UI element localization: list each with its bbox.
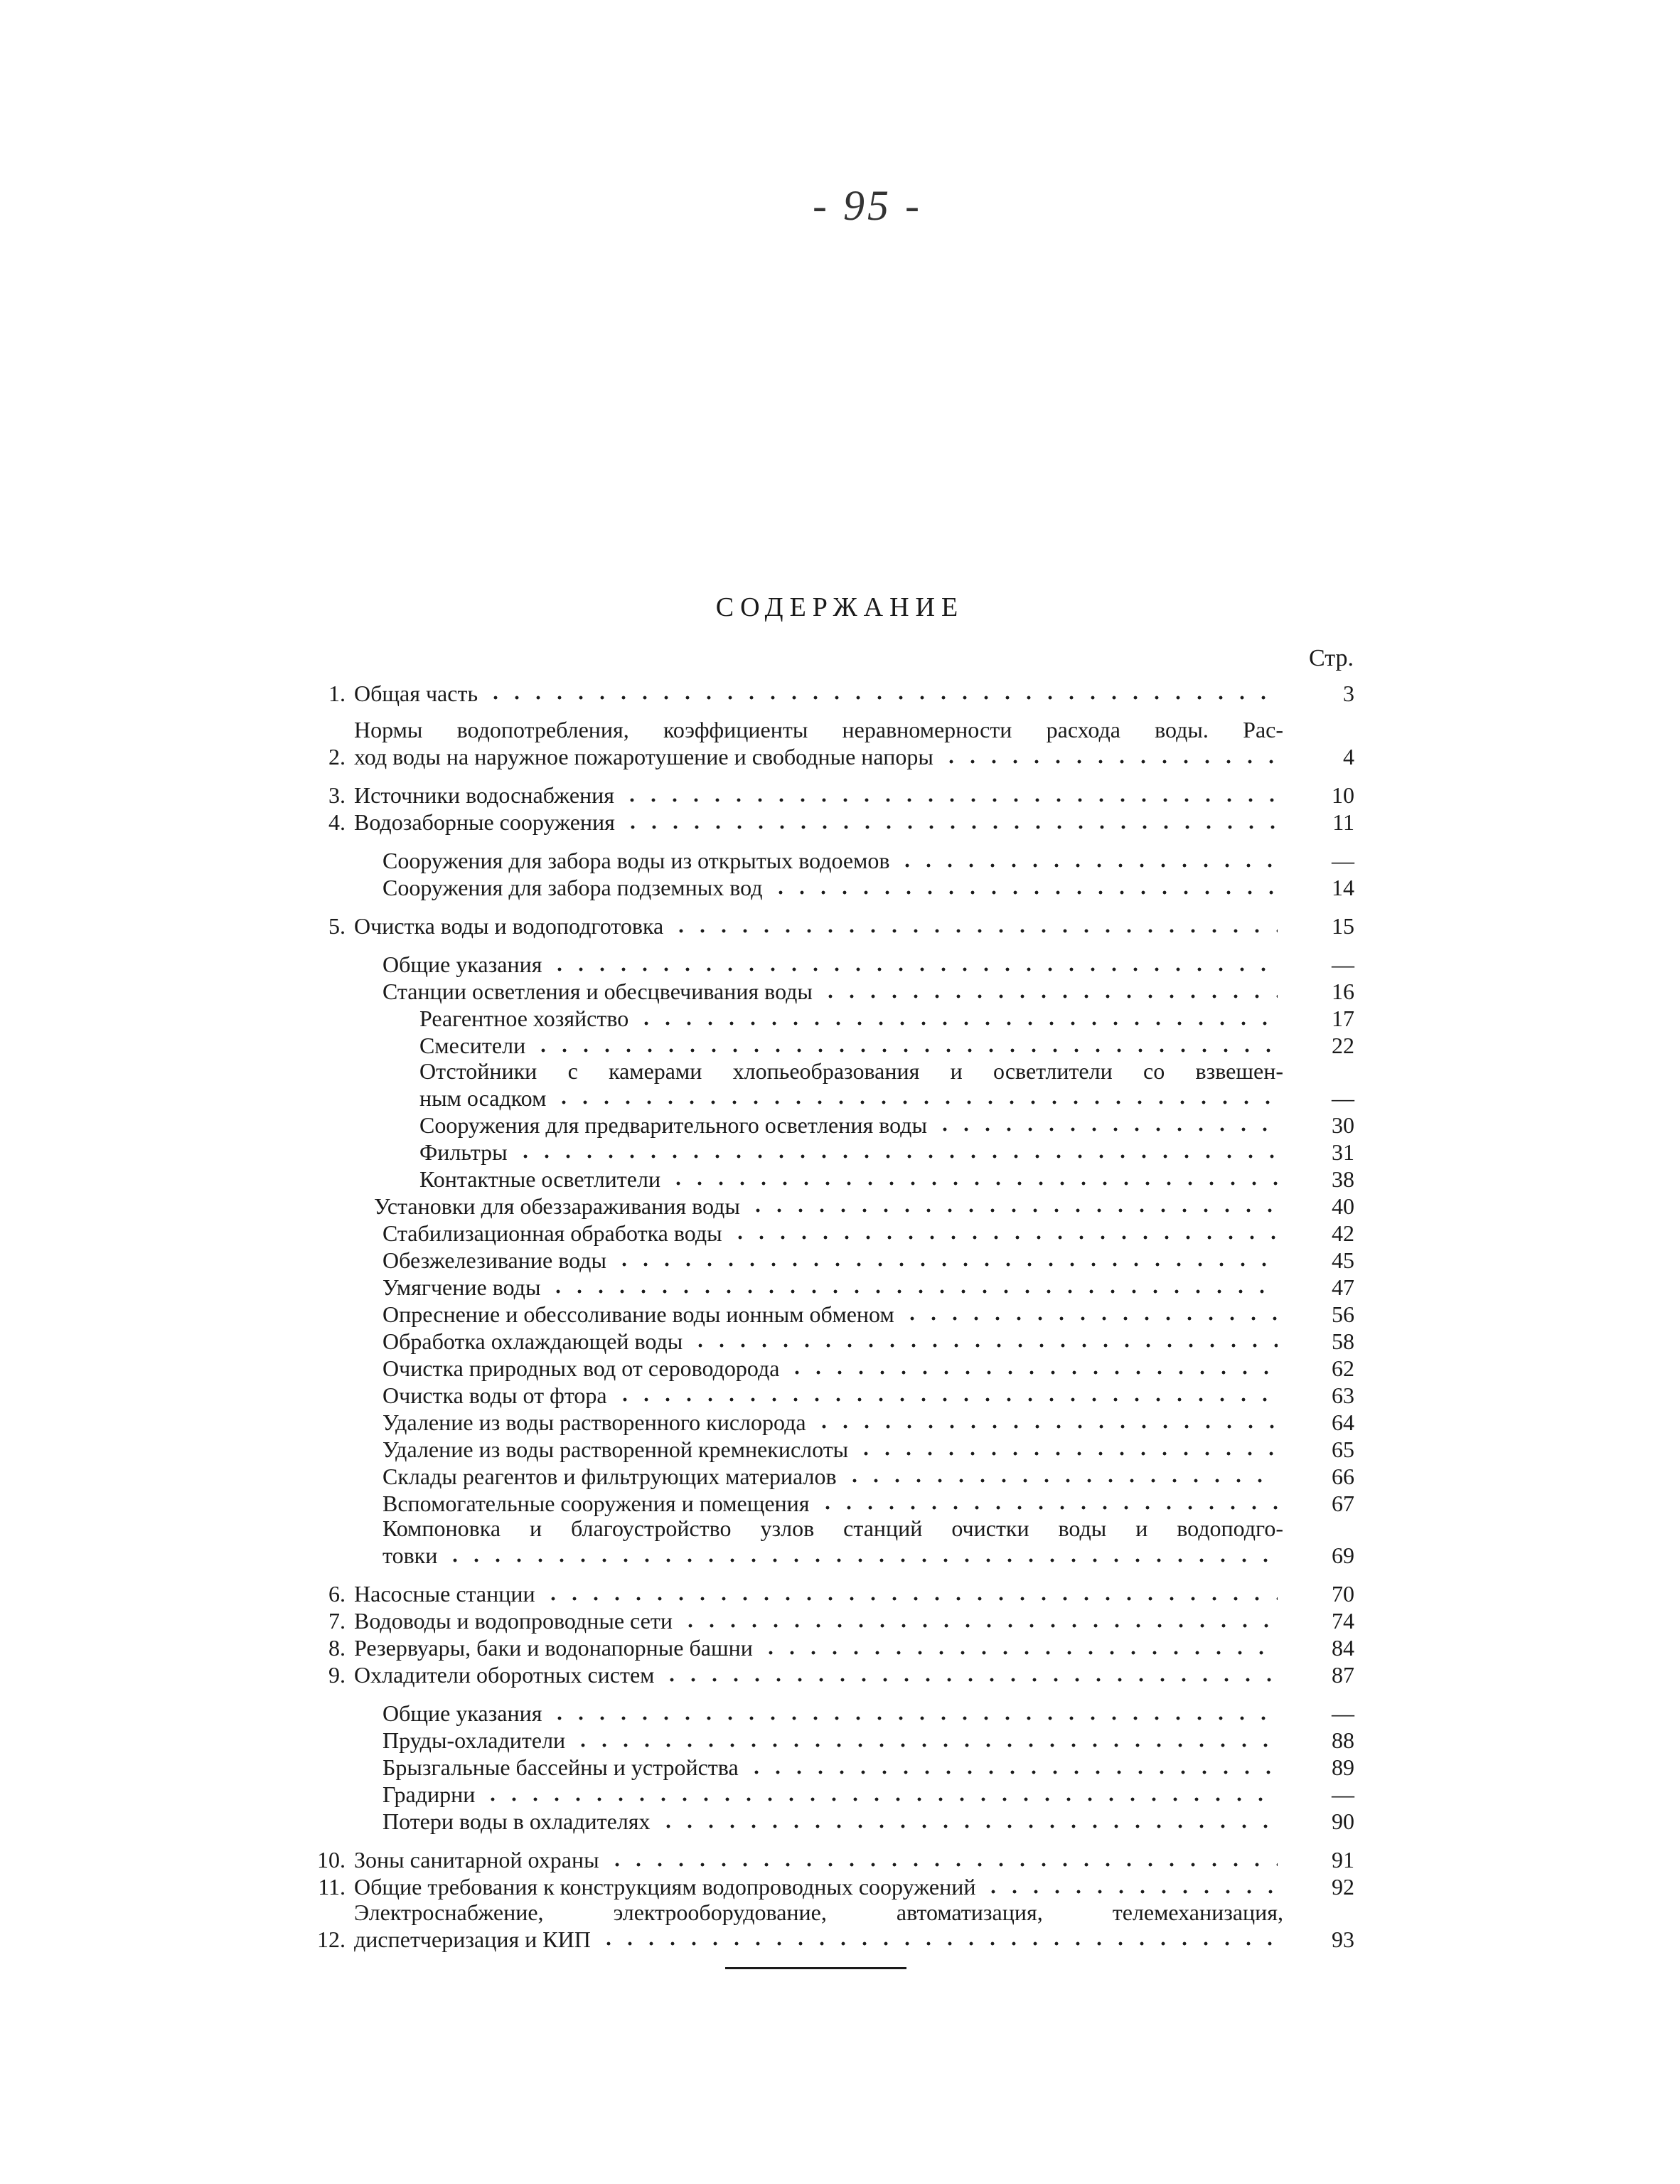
leader-dots [547, 1273, 1278, 1296]
toc-entry-page: 67 [1332, 1490, 1354, 1516]
toc-entry-title: Сооружения для забора подземных вод [382, 875, 763, 900]
toc-entry [306, 809, 1354, 836]
toc-entry [306, 1381, 1354, 1408]
leader-dots [553, 1084, 1278, 1107]
toc-entry [306, 1435, 1354, 1462]
toc-entry-title: ход воды на наружное пожаротушение и свободные напоры [354, 744, 933, 769]
toc-entry-page: 89 [1332, 1754, 1354, 1780]
toc-entry-title: Общие указания [382, 952, 542, 977]
toc-entry [306, 1219, 1354, 1246]
toc-entry [306, 718, 1354, 770]
toc-entry-page: 74 [1332, 1608, 1354, 1634]
toc-entry-title: Очистка воды от фтора [382, 1382, 607, 1408]
toc-entry [306, 1873, 1354, 1900]
end-rule [725, 1967, 906, 1969]
toc-entry [306, 1138, 1354, 1165]
leader-dots [621, 782, 1278, 804]
toc-entry [306, 1489, 1354, 1516]
toc-entry-number: 4. [328, 809, 346, 835]
toc-entry-page: 93 [1332, 1926, 1354, 1952]
leader-dots [820, 978, 1278, 1001]
toc-entry-title: Удаление из воды растворенной кремнекислоты [382, 1436, 849, 1462]
leader-dots [668, 1165, 1278, 1188]
handwritten-page-number: - 95 - [813, 182, 922, 229]
toc-entry-page: — [1332, 1781, 1354, 1807]
toc-entry [306, 1900, 1354, 1953]
toc-entry-title: Смесители [419, 1033, 526, 1058]
leader-dots [482, 1781, 1278, 1804]
toc-entry [306, 951, 1354, 978]
toc-entry-title-line: Отстойники с камерами хлопьеобразования и осветлители со взвешен- [419, 1058, 1283, 1084]
toc-entry-title: Резервуары, баки и водонапорные башни [354, 1635, 753, 1661]
toc-entry-title: Охладители оборотных систем [354, 1662, 655, 1688]
toc-entry-page: 84 [1332, 1635, 1354, 1661]
leader-dots [549, 951, 1278, 974]
toc-entry [306, 1516, 1354, 1569]
toc-entry [306, 1300, 1354, 1327]
toc-entry-title: Общие требования к конструкциям водопроводных сооружений [354, 1874, 976, 1900]
toc-entry [306, 847, 1354, 874]
toc-entry [306, 1059, 1354, 1112]
toc-entry-title: Потери воды в охладителях [382, 1809, 651, 1834]
leader-dots [897, 847, 1278, 870]
toc-entry [306, 978, 1354, 1005]
toc-entry [306, 1005, 1354, 1032]
toc-entry-page: 92 [1332, 1874, 1354, 1900]
toc-entry-page: 42 [1332, 1220, 1354, 1246]
toc-entry-number: 3. [328, 782, 346, 808]
toc-entry-page: 15 [1332, 913, 1354, 939]
toc-entry-title: Насосные станции [354, 1581, 535, 1607]
toc-entry-title: Очистка природных вод от сероводорода [382, 1355, 780, 1381]
toc-entry-page: 91 [1332, 1847, 1354, 1873]
toc-entry-page: 88 [1332, 1727, 1354, 1753]
toc-entry [306, 679, 1354, 706]
leader-dots [658, 1808, 1278, 1831]
toc-title: СОДЕРЖАНИЕ [715, 592, 965, 622]
leader-dots [515, 1138, 1278, 1161]
leader-dots [572, 1727, 1278, 1749]
leader-dots [690, 1327, 1278, 1350]
toc-entry-title: Градирни [382, 1781, 476, 1807]
toc-entry-page: — [1332, 1085, 1354, 1111]
toc-entry [306, 1607, 1354, 1634]
toc-entry [306, 1727, 1354, 1754]
toc-entry [306, 1754, 1354, 1781]
toc-entry-title: Обезжелезивание воды [382, 1247, 606, 1273]
leader-dots [934, 1111, 1278, 1134]
toc-entry-title: Установки для обеззараживания воды [374, 1193, 740, 1219]
leader-dots [670, 912, 1278, 935]
leader-dots [485, 679, 1278, 702]
toc-entry [306, 1462, 1354, 1489]
toc-entry [306, 1661, 1354, 1688]
toc-entry-title: Очистка воды и водоподготовка [354, 913, 664, 939]
table-of-contents [306, 679, 1354, 1952]
toc-entry [306, 1032, 1354, 1059]
leader-dots [770, 874, 1278, 897]
toc-entry-page: 22 [1332, 1033, 1354, 1058]
toc-entry-number: 12. [317, 1926, 346, 1952]
leader-dots [941, 743, 1278, 766]
leader-dots [844, 1462, 1278, 1485]
toc-entry-page: 70 [1332, 1581, 1354, 1607]
leader-dots [542, 1580, 1278, 1603]
toc-entry-title: Контактные осветлители [419, 1166, 661, 1192]
toc-entry-title: Реагентное хозяйство [419, 1006, 629, 1031]
leader-dots [533, 1032, 1278, 1055]
toc-entry-page: 64 [1332, 1409, 1354, 1435]
toc-entry [306, 1246, 1354, 1273]
toc-entry-title: Пруды-охладители [382, 1727, 566, 1753]
toc-entry-title: Умягчение воды [382, 1274, 541, 1300]
toc-entry-page: 90 [1332, 1809, 1354, 1834]
toc-entry [306, 1781, 1354, 1808]
toc-entry-title-line: Электроснабжение, электрооборудование, автоматизация, телемеханизация, [354, 1899, 1283, 1925]
toc-entry-page: 40 [1332, 1193, 1354, 1219]
leader-dots [614, 1246, 1278, 1269]
toc-entry-title: товки [382, 1543, 438, 1568]
toc-entry [306, 1273, 1354, 1300]
leader-dots [598, 1925, 1278, 1948]
toc-entry-page: 17 [1332, 1006, 1354, 1031]
toc-entry-title: Водоводы и водопроводные сети [354, 1608, 673, 1634]
toc-entry-page: 14 [1332, 875, 1354, 900]
toc-entry-page: — [1332, 848, 1354, 873]
leader-dots [760, 1634, 1278, 1657]
toc-entry-title: Обработка охлаждающей воды [382, 1328, 683, 1354]
toc-entry-page: 65 [1332, 1436, 1354, 1462]
toc-entry [306, 1808, 1354, 1835]
toc-entry-title: Склады реагентов и фильтрующих материалов [382, 1463, 837, 1489]
leader-dots [606, 1846, 1278, 1869]
toc-entry [306, 1165, 1354, 1192]
toc-entry [306, 912, 1354, 939]
leader-dots [636, 1005, 1278, 1028]
toc-entry-page: 47 [1332, 1274, 1354, 1300]
toc-entry-title: ным осадком [419, 1085, 547, 1111]
toc-entry-page: — [1332, 952, 1354, 977]
leader-dots [614, 1381, 1278, 1404]
toc-entry [306, 874, 1354, 901]
toc-entry-title: Брызгальные бассейны и устройства [382, 1754, 739, 1780]
toc-entry-title: Водозаборные сооружения [354, 809, 615, 835]
leader-dots [746, 1754, 1278, 1777]
toc-entry [306, 782, 1354, 809]
leader-dots [855, 1435, 1278, 1458]
page-column-label: Стр. [1308, 645, 1354, 671]
toc-entry-page: 31 [1332, 1139, 1354, 1165]
leader-dots [813, 1408, 1278, 1431]
leader-dots [747, 1192, 1278, 1215]
leader-dots [680, 1607, 1278, 1630]
toc-entry-title-line: Компоновка и благоустройство узлов станций очистки воды и водоподго- [382, 1516, 1283, 1541]
leader-dots [622, 809, 1278, 831]
toc-entry-number: 9. [328, 1662, 346, 1688]
leader-dots [901, 1300, 1278, 1323]
toc-entry-title: Стабилизационная обработка воды [382, 1220, 722, 1246]
toc-entry-title: Опреснение и обессоливание воды ионным обменом [382, 1301, 894, 1327]
toc-entry-page: 30 [1332, 1112, 1354, 1138]
toc-entry-title: Удаление из воды растворенного кислорода [382, 1409, 806, 1435]
toc-entry-title: Общая часть [354, 680, 478, 706]
leader-dots [549, 1700, 1278, 1722]
toc-entry-title: диспетчеризация и КИП [354, 1926, 591, 1952]
toc-entry-title: Фильтры [419, 1139, 508, 1165]
toc-entry-number: 11. [318, 1874, 346, 1900]
toc-entry-page: 56 [1332, 1301, 1354, 1327]
leader-dots [983, 1873, 1278, 1896]
toc-entry-title: Вспомогательные сооружения и помещения [382, 1490, 810, 1516]
toc-entry [306, 1846, 1354, 1873]
toc-entry-page: 66 [1332, 1463, 1354, 1489]
toc-entry [306, 1192, 1354, 1219]
toc-entry [306, 1354, 1354, 1381]
toc-entry-title: Зоны санитарной охраны [354, 1847, 599, 1873]
leader-dots [444, 1542, 1278, 1565]
toc-entry-title: Источники водоснабжения [354, 782, 614, 808]
toc-entry [306, 1580, 1354, 1607]
toc-entry-page: — [1332, 1700, 1354, 1726]
toc-entry-page: 87 [1332, 1662, 1354, 1688]
toc-entry-page: 10 [1332, 782, 1354, 808]
toc-entry [306, 1408, 1354, 1435]
toc-entry-number: 6. [328, 1581, 346, 1607]
toc-entry [306, 1111, 1354, 1138]
toc-entry-page: 58 [1332, 1328, 1354, 1354]
toc-entry-number: 10. [317, 1847, 346, 1873]
toc-entry-number: 7. [328, 1608, 346, 1634]
toc-entry-title-line: Нормы водопотребления, коэффициенты неравномерности расхода воды. Рас- [354, 717, 1283, 742]
toc-entry [306, 1700, 1354, 1727]
toc-entry-number: 2. [328, 744, 346, 769]
toc-entry-number: 1. [328, 680, 346, 706]
leader-dots [817, 1489, 1278, 1512]
toc-entry [306, 1327, 1354, 1354]
toc-entry-page: 4 [1343, 744, 1354, 769]
toc-entry-page: 62 [1332, 1355, 1354, 1381]
leader-dots [786, 1354, 1278, 1377]
toc-entry-title: Сооружения для предварительного осветления воды [419, 1112, 927, 1138]
toc-entry-page: 69 [1332, 1543, 1354, 1568]
toc-entry-page: 63 [1332, 1382, 1354, 1408]
toc-entry-title: Общие указания [382, 1700, 542, 1726]
toc-entry-number: 5. [328, 913, 346, 939]
toc-entry-number: 8. [328, 1635, 346, 1661]
toc-entry-page: 16 [1332, 979, 1354, 1004]
toc-entry [306, 1634, 1354, 1661]
toc-entry-page: 3 [1343, 680, 1354, 706]
toc-entry-page: 11 [1332, 809, 1354, 835]
toc-entry-title: Станции осветления и обесцвечивания воды [382, 979, 813, 1004]
leader-dots [729, 1219, 1278, 1242]
leader-dots [661, 1661, 1278, 1684]
toc-entry-page: 38 [1332, 1166, 1354, 1192]
toc-entry-title: Сооружения для забора воды из открытых водоемов [382, 848, 890, 873]
toc-entry-page: 45 [1332, 1247, 1354, 1273]
